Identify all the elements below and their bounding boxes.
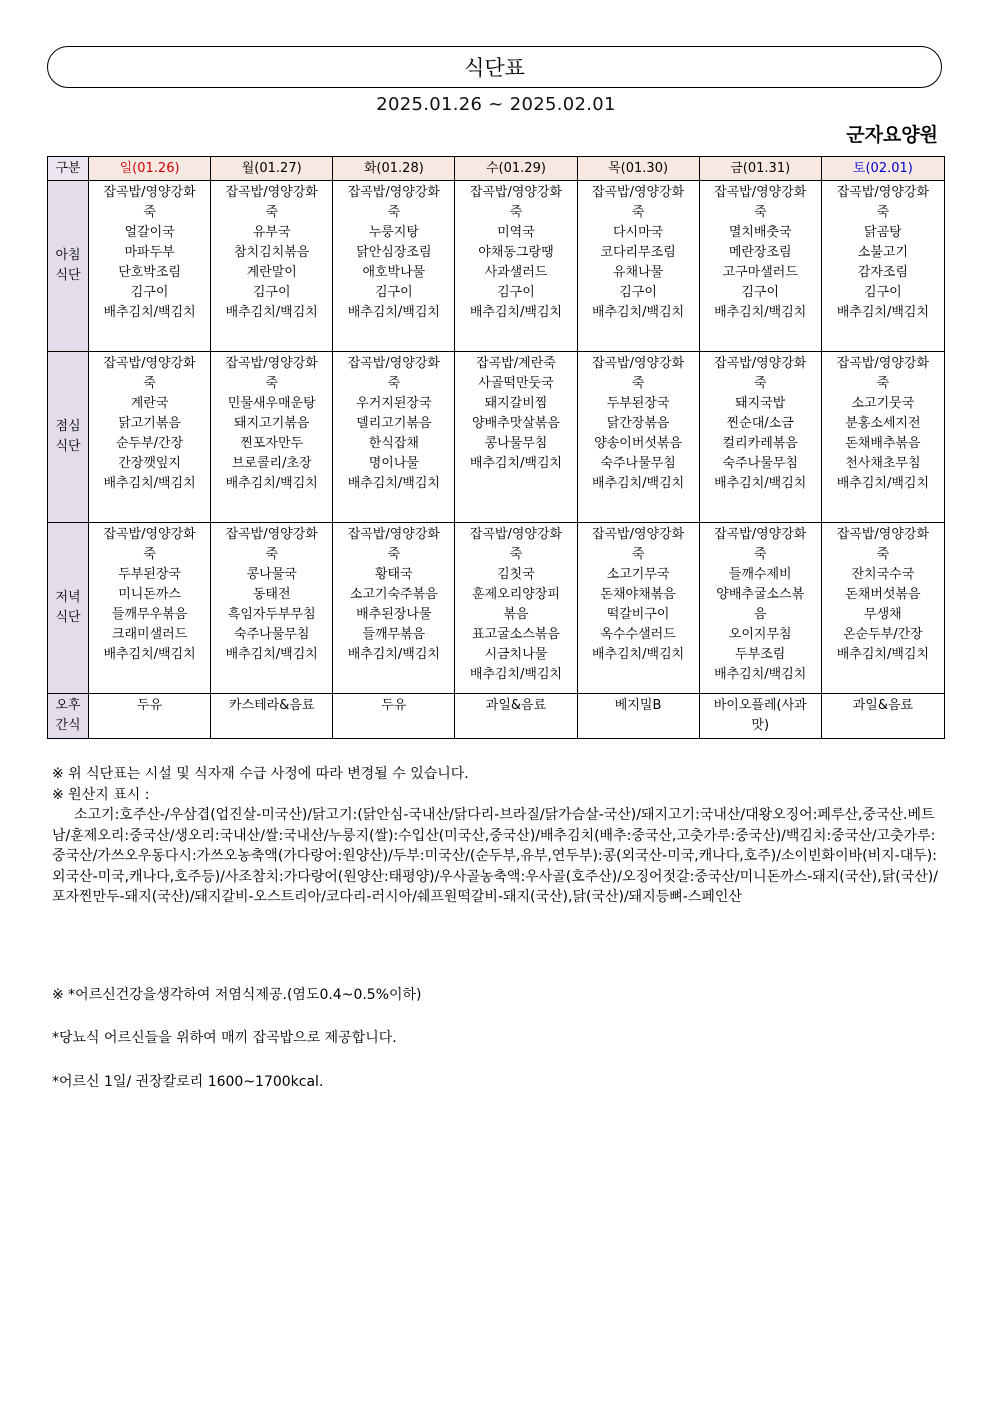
menu-item: 소불고기 — [857, 245, 908, 260]
row-label — [48, 523, 89, 694]
menu-cell — [821, 181, 944, 352]
header-day: 월(01.27) — [211, 157, 333, 181]
menu-item: 음 — [753, 607, 767, 622]
header-day: 금(01.31) — [699, 157, 821, 181]
menu-item: 천사채초무침 — [845, 456, 921, 471]
menu-item: 소고기뭇국 — [851, 396, 915, 411]
menu-item: 배추김치/백김치 — [103, 647, 196, 662]
menu-cell — [455, 181, 577, 352]
menu-item: 양배추굴소스볶 — [716, 587, 805, 602]
menu-item: 닭곰탕 — [864, 225, 902, 240]
row-label-line: 아침 — [55, 248, 81, 263]
menu-item: 죽 — [753, 205, 767, 220]
menu-item: 잡곡밥/영양강화 — [836, 185, 930, 200]
menu-item: 순두부/간장 — [116, 436, 184, 451]
row-label — [48, 694, 89, 739]
dinner-row — [48, 523, 945, 694]
page-title: 식단표 — [464, 56, 525, 80]
menu-item: 배추김치/백김치 — [836, 476, 930, 491]
menu-item: 과일&음료 — [485, 698, 547, 713]
date-range: 2025.01.26 ~ 2025.02.01 — [376, 94, 616, 115]
menu-item: 찐포자만두 — [240, 436, 304, 451]
menu-item: 애호박나물 — [362, 265, 426, 280]
menu-item: 볶음 — [503, 607, 529, 622]
menu-cell — [699, 352, 821, 523]
menu-item: 숙주나물무침 — [722, 456, 798, 471]
menu-item: 잡곡밥/영양강화 — [836, 356, 930, 371]
menu-item: 배추김치/백김치 — [591, 647, 685, 662]
menu-item: 무생채 — [864, 607, 902, 622]
menu-item: 배추김치/백김치 — [469, 667, 563, 682]
menu-cell — [577, 352, 699, 523]
menu-item: 멸치배춧국 — [728, 225, 792, 240]
menu-item: 배추김치/백김치 — [225, 476, 318, 491]
header-day: 일(01.26) — [89, 157, 211, 181]
menu-cell — [821, 352, 944, 523]
menu-item: 돼지국밥 — [735, 396, 786, 411]
menu-item: 배추김치/백김치 — [103, 305, 196, 320]
menu-cell — [821, 523, 944, 694]
menu-item: 죽 — [876, 376, 890, 391]
menu-cell — [211, 523, 333, 694]
menu-item: 잡곡밥/영양강화 — [103, 356, 196, 371]
menu-cell — [333, 181, 455, 352]
menu-item: 들깨수제비 — [728, 567, 792, 582]
menu-item: 배추김치/백김치 — [836, 647, 930, 662]
low-salt-note: ※ *어르신건강을생각하여 저염식제공.(염도0.4~0.5%이하) — [52, 987, 422, 1003]
row-label-line: 식단 — [55, 268, 81, 283]
menu-item: 두부된장국 — [606, 396, 670, 411]
menu-item: 배추김치/백김치 — [347, 647, 440, 662]
menu-item: 코다리무조림 — [600, 245, 676, 260]
menu-item: 숙주나물무침 — [600, 456, 676, 471]
menu-item: 죽 — [509, 205, 523, 220]
menu-item: 참치김치볶음 — [234, 245, 310, 260]
menu-item: 배추김치/백김치 — [469, 305, 563, 320]
menu-cell — [211, 694, 333, 739]
menu-item: 사골떡만둣국 — [478, 376, 554, 391]
menu-item: 잡곡밥/영양강화 — [591, 527, 685, 542]
notes-origin-list: 소고기:호주산-/우삼겹(업진살-미국산)/닭고기:(닭안심-국내산/닭다리-브라질/닭가슴살-국산)/돼지고기:국내산/대왕오징어:페루산,중국산.베트남/훈제오리:중국산/생오리:국내산/쌀:국내산/누룽지(쌀):수입산(미국산,중국산)/배추김치(배추:중국산,고춧가루:중국산)/백김치:중국산/고춧가루:중국산/가쓰오우동다시:가쓰오농축액(가다랑어:원양산)/두부:미국산/(순두부,유부,연두부):콩(외국산-미국,캐나다,호주)/소이빈화이바(비지-대두):외국산-미국,캐나다,호주등)/사조참치:가다랑어(원양산:태평양)/우사골농축액:우사골(호주산)/오징어젓갈:중국산/미니돈까스-돼지(국산),닭(국산)/포자찐만두-돼지(국산)/돼지갈비-오스트리아/코다리-러시아/쉐프원떡갈비-돼지(국산),닭(국산)/돼지등뼈-스페인산 — [52, 807, 938, 905]
menu-table — [47, 156, 945, 739]
menu-item: 과일&음료 — [852, 698, 914, 713]
notes-change-notice: ※ 위 식단표는 시설 및 식자재 수급 사정에 따라 변경될 수 있습니다. — [52, 766, 469, 782]
menu-cell — [89, 181, 211, 352]
menu-item: 돈채배추볶음 — [845, 436, 921, 451]
menu-item: 카스테라&음료 — [228, 698, 315, 713]
menu-item: 배추김치/백김치 — [469, 456, 563, 471]
menu-item: 숙주나물무침 — [234, 627, 310, 642]
menu-item: 오이지무침 — [728, 627, 792, 642]
menu-item: 김구이 — [864, 285, 902, 300]
menu-cell — [333, 523, 455, 694]
menu-item: 두유 — [137, 698, 163, 713]
menu-item: 배추김치/백김치 — [591, 476, 685, 491]
menu-item: 소고기숙주볶음 — [349, 587, 438, 602]
menu-item: 죽 — [143, 205, 156, 220]
menu-item: 돈채버섯볶음 — [845, 587, 921, 602]
menu-item: 분홍소세지전 — [845, 416, 921, 431]
menu-item: 메란장조림 — [728, 245, 792, 260]
snack-row — [48, 694, 945, 739]
menu-cell — [89, 352, 211, 523]
row-label — [48, 181, 89, 352]
menu-item: 맛) — [751, 718, 770, 733]
menu-item: 콩나물무침 — [484, 436, 548, 451]
menu-cell — [333, 352, 455, 523]
menu-item: 닭안심장조림 — [356, 245, 432, 260]
menu-item: 떡갈비구이 — [606, 607, 670, 622]
menu-cell — [821, 694, 944, 739]
menu-item: 돼지갈비찜 — [484, 396, 548, 411]
menu-cell — [455, 523, 577, 694]
menu-item: 야채동그랑땡 — [478, 245, 554, 260]
menu-item: 잡곡밥/영양강화 — [103, 185, 196, 200]
menu-item: 양송이버섯볶음 — [594, 436, 683, 451]
menu-cell — [577, 694, 699, 739]
menu-item: 들깨무볶음 — [362, 627, 426, 642]
menu-item: 죽 — [387, 205, 401, 220]
menu-item: 들깨무우볶음 — [111, 607, 188, 622]
lunch-row — [48, 352, 945, 523]
row-label — [48, 352, 89, 523]
menu-item: 죽 — [753, 376, 767, 391]
menu-item: 죽 — [143, 376, 156, 391]
calorie-note: *어르신 1일/ 권장칼로리 1600~1700kcal. — [52, 1074, 324, 1090]
menu-item: 미니돈까스 — [118, 587, 181, 602]
menu-item: 배추김치/백김치 — [591, 305, 685, 320]
menu-item: 죽 — [387, 547, 401, 562]
menu-item: 유채나물 — [612, 265, 664, 280]
menu-item: 죽 — [631, 547, 645, 562]
menu-item: 죽 — [387, 376, 401, 391]
menu-item: 배추된장나물 — [356, 607, 432, 622]
menu-item: 죽 — [876, 547, 890, 562]
menu-item: 배추김치/백김치 — [347, 476, 440, 491]
menu-item: 얼갈이국 — [124, 225, 175, 240]
menu-cell — [211, 181, 333, 352]
menu-item: 잡곡밥/영양강화 — [469, 185, 563, 200]
menu-item: 죽 — [265, 547, 278, 562]
notes-origin-title: ※ 원산지 표시 : — [52, 786, 150, 803]
menu-item: 배추김치/백김치 — [836, 305, 930, 320]
menu-item: 잡곡밥/영양강화 — [347, 356, 440, 371]
menu-item: 배추김치/백김치 — [225, 305, 318, 320]
menu-item: 계란말이 — [246, 265, 297, 280]
menu-item: 고구마샐러드 — [722, 265, 798, 280]
title-banner — [47, 46, 942, 88]
menu-item: 죽 — [753, 547, 767, 562]
menu-item: 옥수수샐러드 — [600, 627, 676, 642]
header-day: 목(01.30) — [577, 157, 699, 181]
menu-item: 양배추맛살볶음 — [472, 416, 560, 431]
menu-item: 소고기무국 — [606, 567, 670, 582]
menu-item: 한식잡채 — [368, 436, 419, 451]
menu-item: 죽 — [265, 205, 278, 220]
menu-item: 흑임자두부무침 — [227, 607, 316, 622]
breakfast-row — [48, 181, 945, 352]
menu-item: 동태전 — [252, 587, 291, 602]
row-label-line: 오후 — [55, 698, 81, 713]
menu-item: 사과샐러드 — [484, 265, 548, 280]
menu-item: 두부조림 — [735, 647, 786, 662]
menu-item: 김구이 — [252, 285, 291, 300]
menu-item: 김구이 — [741, 285, 780, 300]
menu-item: 누룽지탕 — [368, 225, 419, 240]
menu-item: 베지밀B — [614, 698, 662, 713]
menu-item: 배추김치/백김치 — [714, 305, 807, 320]
menu-cell — [211, 352, 333, 523]
menu-item: 김구이 — [619, 285, 657, 300]
menu-item: 잡곡밥/영양강화 — [591, 356, 685, 371]
menu-item: 배추김치/백김치 — [103, 476, 196, 491]
header-day: 화(01.28) — [333, 157, 455, 181]
menu-item: 돈채야채볶음 — [600, 587, 676, 602]
menu-item: 찐순대/소금 — [726, 416, 794, 431]
menu-item: 잡곡밥/영양강화 — [225, 185, 318, 200]
menu-item: 죽 — [509, 547, 523, 562]
menu-item: 닭간장볶음 — [606, 416, 670, 431]
menu-cell — [699, 694, 821, 739]
facility-name: 군자요양원 — [846, 124, 938, 146]
menu-cell — [89, 694, 211, 739]
menu-item: 잡곡밥/영양강화 — [836, 527, 930, 542]
menu-item: 배추김치/백김치 — [347, 305, 440, 320]
row-label-line: 식단 — [55, 439, 81, 454]
menu-item: 닭고기볶음 — [118, 416, 181, 431]
menu-item: 잡곡밥/영양강화 — [591, 185, 685, 200]
menu-item: 시금치나물 — [484, 647, 548, 662]
row-label-line: 식단 — [55, 610, 81, 625]
menu-item: 계란국 — [130, 396, 169, 411]
menu-cell — [455, 352, 577, 523]
menu-item: 미역국 — [497, 225, 535, 240]
menu-cell — [699, 523, 821, 694]
menu-item: 민물새우매운탕 — [227, 396, 316, 411]
menu-item: 배추김치/백김치 — [714, 476, 807, 491]
menu-item: 잡곡밥/영양강화 — [225, 527, 318, 542]
menu-item: 잡곡밥/영양강화 — [714, 527, 807, 542]
menu-item: 명이나물 — [368, 456, 419, 471]
menu-item: 훈제오리양장피 — [472, 587, 560, 602]
menu-item: 브로콜리/초장 — [231, 456, 312, 471]
menu-item: 크래미샐러드 — [111, 627, 188, 642]
menu-item: 잡곡밥/영양강화 — [347, 527, 440, 542]
menu-item: 컬리카레볶음 — [722, 436, 798, 451]
menu-item: 죽 — [265, 376, 278, 391]
menu-item: 잔치국수국 — [851, 567, 915, 582]
header-day: 토(02.01) — [821, 157, 944, 181]
row-label-line: 저녁 — [55, 590, 81, 605]
menu-item: 다시마국 — [612, 225, 664, 240]
menu-item: 황태국 — [375, 567, 413, 582]
menu-item: 두유 — [381, 698, 407, 713]
header-row — [48, 157, 945, 181]
row-label-line: 간식 — [55, 718, 81, 733]
menu-item: 김구이 — [497, 285, 535, 300]
menu-item: 김칫국 — [497, 567, 535, 582]
row-label-line: 점심 — [55, 419, 81, 434]
menu-item: 델리고기볶음 — [356, 416, 432, 431]
menu-item: 죽 — [876, 205, 890, 220]
menu-cell — [333, 694, 455, 739]
menu-item: 잡곡밥/영양강화 — [714, 356, 807, 371]
menu-item: 잡곡밥/계란죽 — [476, 356, 556, 371]
header-day: 수(01.29) — [455, 157, 577, 181]
menu-cell — [577, 523, 699, 694]
menu-item: 유부국 — [252, 225, 291, 240]
menu-item: 돼지고기볶음 — [234, 416, 310, 431]
menu-item: 간장깻잎지 — [118, 456, 181, 471]
menu-cell — [89, 523, 211, 694]
menu-item: 온순두부/간장 — [843, 627, 923, 642]
header-corner: 구분 — [48, 157, 89, 181]
menu-item: 단호박조림 — [118, 265, 181, 280]
menu-item: 잡곡밥/영양강화 — [103, 527, 196, 542]
menu-item: 잡곡밥/영양강화 — [714, 185, 807, 200]
menu-item: 죽 — [631, 376, 645, 391]
menu-item: 두부된장국 — [118, 567, 181, 582]
menu-item: 배추김치/백김치 — [714, 667, 807, 682]
menu-item: 죽 — [143, 547, 156, 562]
menu-cell — [455, 694, 577, 739]
diabetes-note: *당뇨식 어르신들을 위하여 매끼 잡곡밥으로 제공합니다. — [52, 1030, 397, 1046]
menu-item: 배추김치/백김치 — [225, 647, 318, 662]
menu-item: 우거지된장국 — [356, 396, 432, 411]
menu-item: 표고굴소스볶음 — [472, 627, 560, 642]
menu-item: 잡곡밥/영양강화 — [347, 185, 440, 200]
menu-item: 감자조림 — [857, 265, 908, 280]
menu-cell — [699, 181, 821, 352]
menu-item: 잡곡밥/영양강화 — [225, 356, 318, 371]
menu-item: 잡곡밥/영양강화 — [469, 527, 563, 542]
menu-item: 죽 — [631, 205, 645, 220]
menu-cell — [577, 181, 699, 352]
menu-item: 김구이 — [130, 285, 169, 300]
menu-item: 마파두부 — [124, 245, 175, 260]
menu-item: 콩나물국 — [246, 567, 297, 582]
menu-item: 김구이 — [375, 285, 413, 300]
notes-section — [52, 764, 942, 908]
menu-item: 바이오플레(사과 — [713, 698, 807, 713]
